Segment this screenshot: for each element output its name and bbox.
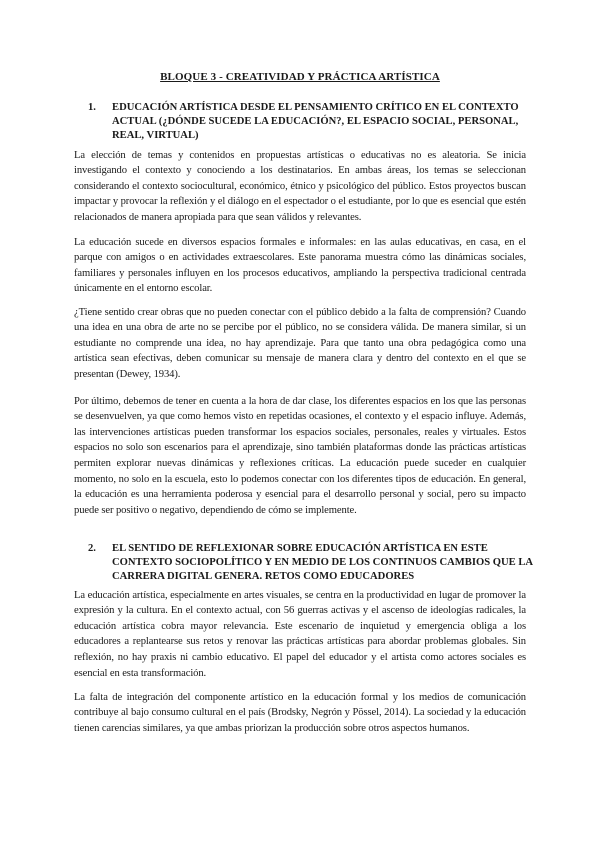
section-2-paragraph-1: La educación artística, especialmente en artes visuales, se centra en la productividad en lugar de promover la expresión y la cultura. En el contexto actual, con 56 guerras activas y el ascenso de ideologías radicales, la educación artística cobra mayor relevancia. Este escenario de inquietud y emergencia obliga a los educadores a replantearse sus retos y renovar las prácticas artísticas para abordar problemas globales. Sin reflexión, no hay praxis ni cambio educativo. El papel del educador y el artista como actores sociales es esencial en esta transformación. bbox=[74, 589, 526, 679]
section-1-paragraph-3: ¿Tiene sentido crear obras que no pueden conectar con el público debido a la falta de comprensión? Cuando una idea en una obra de arte no se percibe por el público, no se considera válida. De manera similar, si un estudiante no comprende una idea, no hay aprendizaje. Para que tanto una obra pedagógica como una artística sean efectivas, deben comunicar su mensaje de manera clara y dentro del contexto en el que se presentan (Dewey, 1934). bbox=[74, 306, 526, 380]
section-1-number: 1. bbox=[88, 102, 96, 113]
section-2-number: 2. bbox=[88, 543, 96, 554]
section-1-heading bbox=[88, 101, 534, 143]
section-1-paragraph-1: La elección de temas y contenidos en propuestas artísticas o educativas no es aleatoria. Se inicia investigando el contexto y conociendo a los destinatarios. En ambas áreas, los temas se seleccionan considerando el contexto sociocultural, económico, étnico y psicológico del público. Estos proyectos buscan impactar y provocar la reflexión y el diálogo en el espectador o el estudiante, por lo que es esencial que estén relacionados de manera apropiada para que sean válidos y relevantes. bbox=[74, 149, 526, 223]
section-2-heading bbox=[88, 542, 534, 584]
section-1-heading-text: EDUCACIÓN ARTÍSTICA DESDE EL PENSAMIENTO CRÍTICO EN EL CONTEXTO ACTUAL (¿DÓNDE SUCEDE LA EDUCACIÓN?, EL ESPACIO SOCIAL, PERSONAL, REAL, VIRTUAL) bbox=[112, 102, 519, 141]
section-1-paragraph-2: La educación sucede en diversos espacios formales e informales: en las aulas educativas, en casa, en el parque con amigos o en actividades extraescolares. Este panorama muestra cómo las dinámicas sociales, familiares y personales influyen en los procesos educativos, ampliando la perspectiva tradicional centrada únicamente en el entorno escolar. bbox=[74, 236, 526, 295]
section-1-paragraph-4: Por último, debemos de tener en cuenta a la hora de dar clase, los diferentes espacios en los que las personas se desenvuelven, ya que como hemos visto en repetidas ocasiones, el contexto y el espacio influye. Además, las intervenciones artísticas pueden transformar los espacios sociales, personales, reales y virtuales. Estos espacios no solo son escenarios para el aprendizaje, sino también plataformas donde las prácticas artísticas permiten explorar nuevas dinámicas y reflexiones críticas. La educación puede suceder en cualquier momento, no solo en la escuela, esto lo podemos conectar con los diferentes tipos de educación. En general, la educación es una herramienta poderosa y esencial para el desarrollo personal y social, pero su impacto puede ser positivo o negativo, dependiendo de cómo se implemente. bbox=[74, 395, 526, 516]
section-2-paragraph-2: La falta de integración del componente artístico en la educación formal y los medios de comunicación contribuye al bajo consumo cultural en el país (Brodsky, Negrón y Pössel, 2014). La sociedad y la educación tienen carencias similares, ya que ambas priorizan la producción sobre otros aspectos humanos. bbox=[74, 691, 526, 734]
section-2-heading-text: EL SENTIDO DE REFLEXIONAR SOBRE EDUCACIÓN ARTÍSTICA EN ESTE CONTEXTO SOCIOPOLÍTICO Y EN MEDIO DE LOS CONTINUOS CAMBIOS QUE LA CARRERA DIGITAL GENERA. RETOS COMO EDUCADORES bbox=[112, 543, 533, 582]
document-title: BLOQUE 3 - CREATIVIDAD Y PRÁCTICA ARTÍSTICA bbox=[160, 71, 440, 83]
